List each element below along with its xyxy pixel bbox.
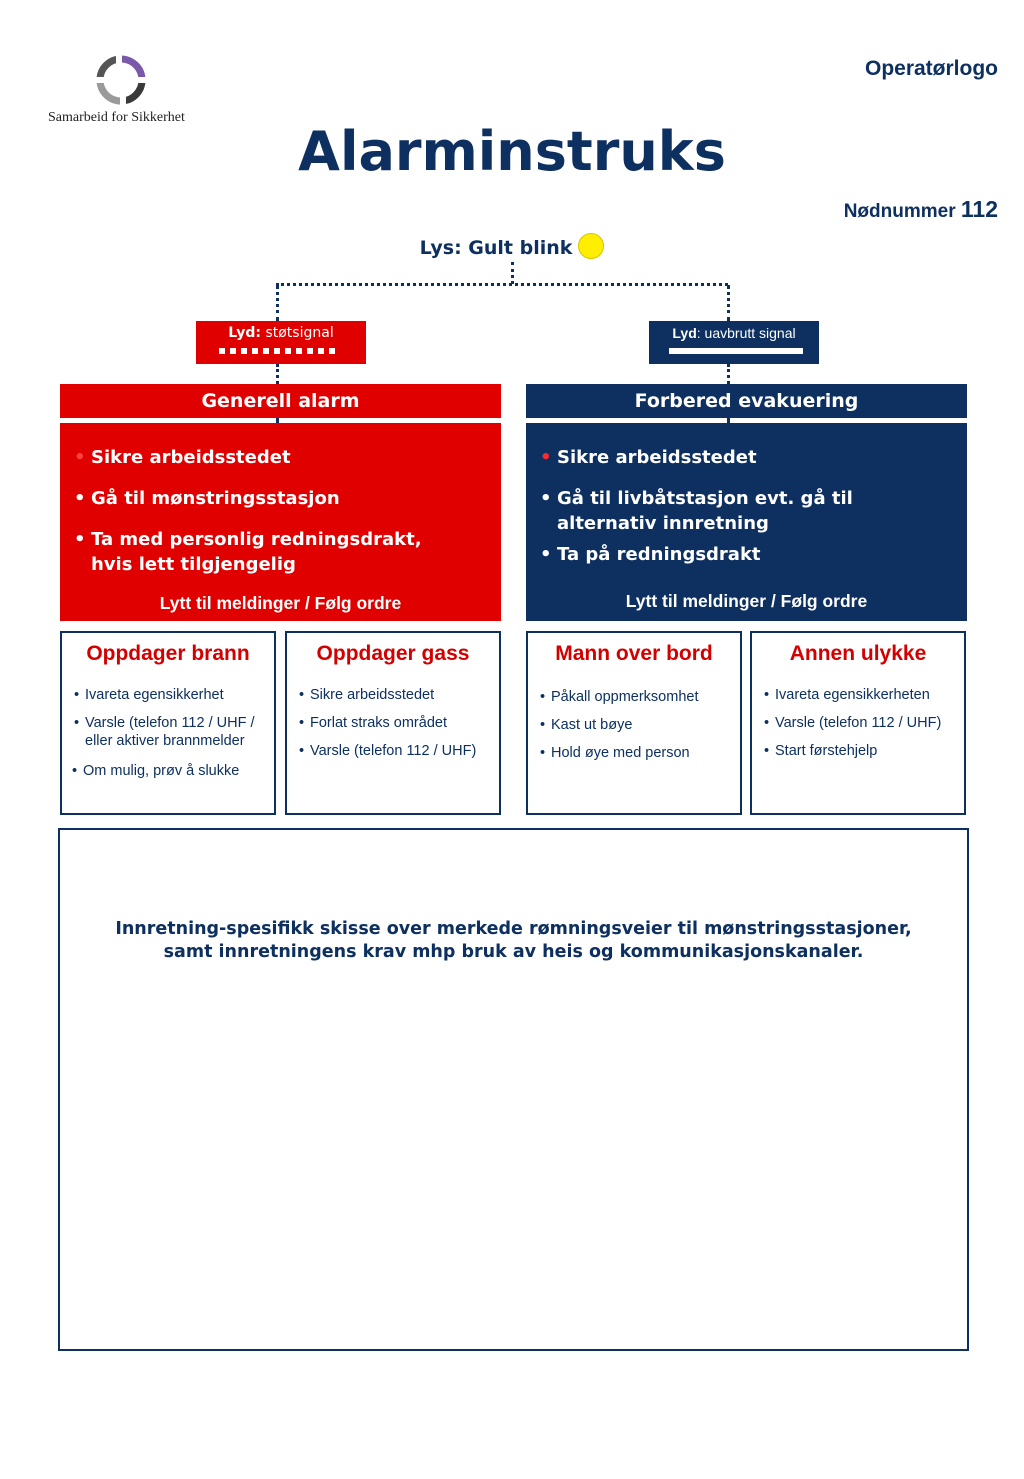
light-label: Lys: Gult blink — [419, 237, 573, 259]
page-title: Alarminstruks — [298, 120, 726, 183]
fire-box — [60, 631, 276, 815]
sound-signal-right — [649, 321, 819, 364]
intermittent-signal-icon — [219, 348, 337, 354]
list-item: • Gå til mønstringsstasjon — [74, 488, 340, 509]
general-alarm-footer: Lytt til meldinger / Følg ordre — [159, 593, 402, 613]
connector-line — [276, 364, 279, 384]
prepare-evacuation-heading: Forbered evakuering — [526, 384, 967, 418]
list-item: • Sikre arbeidsstedet — [299, 687, 435, 703]
general-alarm-panel — [60, 423, 501, 621]
prepare-evacuation-footer: Lytt til meldinger / Følg ordre — [625, 591, 868, 611]
connector-line — [511, 262, 514, 284]
sound-label: Lyd: — [228, 325, 261, 341]
box-title: Oppdager gass — [316, 642, 470, 665]
list-item: • Start førstehjelp — [764, 743, 878, 759]
emergency-number — [844, 196, 998, 223]
box-list — [74, 686, 268, 790]
box-title: Oppdager brann — [86, 642, 250, 665]
list-item: • Ivareta egensikkerhet — [74, 687, 224, 703]
list-item: • Kast ut bøye — [540, 717, 633, 733]
box-title: Annen ulykke — [789, 642, 927, 665]
prepare-evacuation-panel — [526, 423, 967, 621]
emergency-label: Nødnummer — [843, 201, 956, 222]
prepare-evacuation-list — [540, 445, 897, 583]
gas-box — [285, 631, 501, 815]
list-item: • Ta på redningsdrakt — [540, 544, 761, 565]
list-item: • Varsle (telefon 112 / UHF / eller aktiver brannmelder — [74, 715, 255, 749]
box-title: Mann over bord — [555, 642, 713, 665]
other-accident-box — [750, 631, 966, 815]
samarbeid-logo-icon — [96, 55, 146, 105]
list-item: • Varsle (telefon 112 / UHF) — [299, 743, 477, 759]
list-item: • Sikre arbeidsstedet — [540, 447, 757, 468]
emergency-number-value: 112 — [960, 196, 998, 222]
list-item: • Påkall oppmerksomhet — [540, 689, 699, 705]
sound-signal-left — [196, 321, 366, 364]
sketch-area — [58, 828, 969, 1351]
connector-line — [727, 364, 730, 384]
box-list — [299, 686, 493, 770]
sound-value: : uavbrutt signal — [696, 325, 796, 341]
light-indicator — [0, 233, 1024, 259]
list-item: • Ta med personlig redningsdrakt, hvis lett tilgjengelig — [74, 529, 422, 575]
logo-text: Samarbeid for Sikkerhet — [48, 110, 185, 125]
operator-logo: Operatørlogo — [864, 57, 998, 80]
connector-line — [276, 285, 279, 321]
list-item: • Gå til livbåtstasjon evt. gå til alternativ innretning — [540, 488, 853, 534]
sketch-description — [60, 918, 967, 964]
box-list — [764, 686, 958, 770]
connector-line — [276, 283, 728, 286]
sketch-line-2: samt innretningens krav mhp bruk av heis og kommunikasjonskanaler. — [163, 942, 864, 962]
connector-line — [727, 285, 730, 321]
sound-value: støtsignal — [265, 325, 334, 341]
list-item: • Sikre arbeidsstedet — [74, 447, 291, 468]
list-item: • Ivareta egensikkerheten — [764, 687, 930, 703]
sketch-line-1: Innretning-spesifikk skisse over merkede rømningsveier til mønstringsstasjoner, — [115, 919, 912, 939]
man-overboard-box — [526, 631, 742, 815]
list-item: • Varsle (telefon 112 / UHF) — [764, 715, 942, 731]
box-list — [540, 688, 734, 772]
sound-label: Lyd — [672, 325, 697, 341]
general-alarm-list — [74, 445, 461, 593]
general-alarm-heading: Generell alarm — [60, 384, 501, 418]
continuous-signal-icon — [669, 348, 803, 354]
list-item: • Hold øye med person — [540, 745, 690, 761]
list-item: • Om mulig, prøv å slukke — [72, 763, 240, 779]
yellow-light-icon — [578, 233, 604, 259]
list-item: • Forlat straks området — [299, 715, 447, 731]
